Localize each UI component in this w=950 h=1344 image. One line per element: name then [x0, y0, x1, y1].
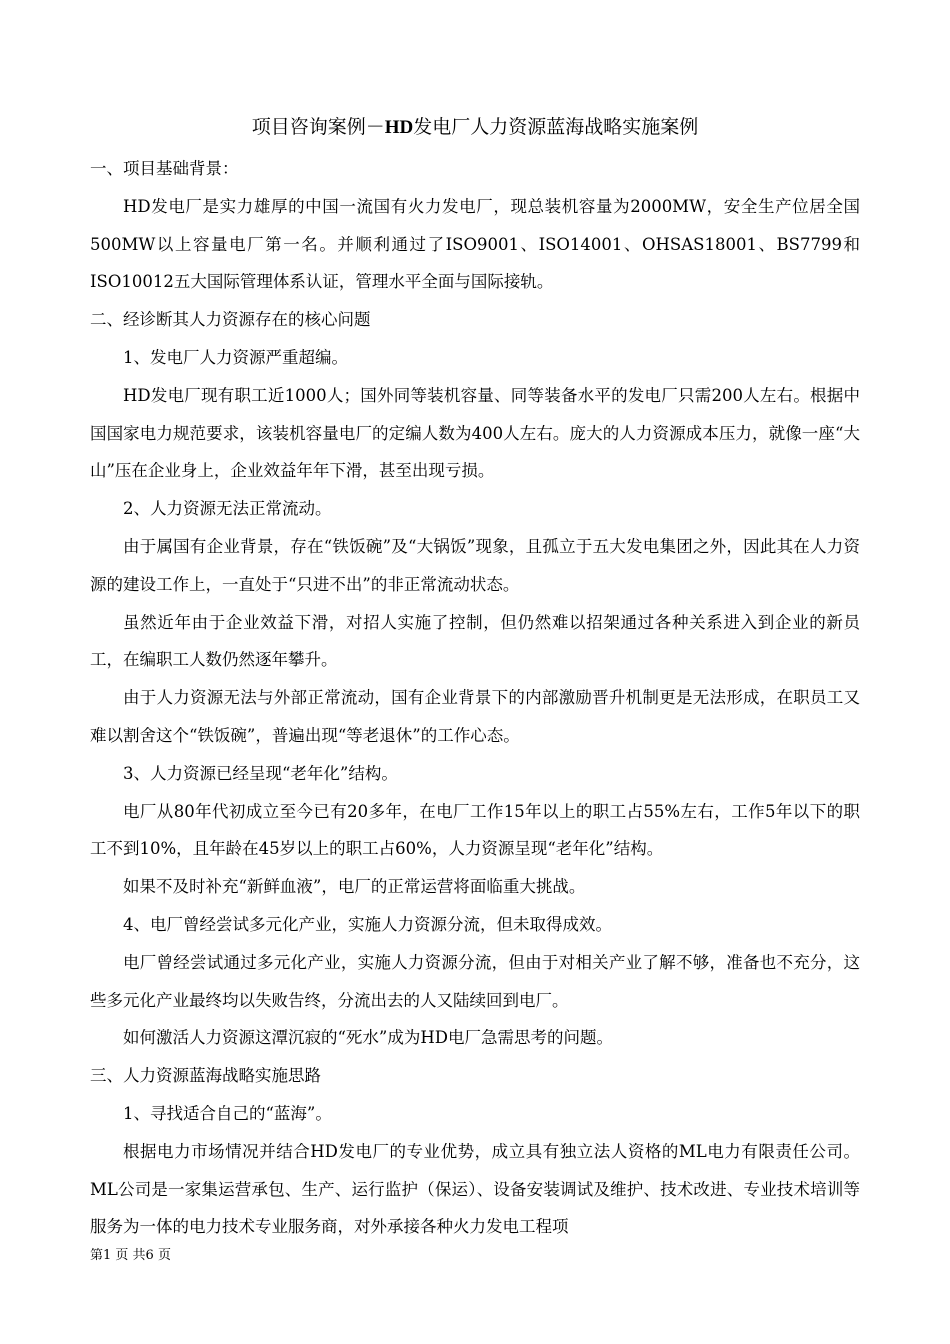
paragraph: 电厂曾经尝试通过多元化产业，实施人力资源分流，但由于对相关产业了解不够，准备也不充分，这些多元化产业最终均以失败告终，分流出去的人又陆续回到电厂。	[90, 952, 860, 1010]
title-suffix: 发电厂人力资源蓝海战略实施案例	[413, 116, 699, 138]
paragraph: 电厂从80年代初成立至今已有20多年，在电厂工作15年以上的职工占55%左右，工作5年以下的职工不到10%，且年龄在45岁以上的职工占60%，人力资源呈现“老年化”结构。	[90, 801, 860, 859]
paragraph: 如果不及时补充“新鲜血液”，电厂的正常运营将面临重大挑战。	[123, 877, 586, 897]
subheading: 1、寻找适合自己的“蓝海”。	[123, 1103, 332, 1123]
paragraph: 根据电力市场情况并结合HD发电厂的专业优势，成立具有独立法人资格的ML电力有限责任公司。ML公司是一家集运营承包、生产、运行监护（保运）、设备安装调试及维护、技术改进、专业技术培训等服务为一体的电力技术专业服务商，对外承接各种火力发电工程项	[90, 1141, 860, 1237]
subheading: 4、电厂曾经尝试多元化产业，实施人力资源分流，但未取得成效。	[123, 914, 612, 934]
section-heading: 二、经诊断其人力资源存在的核心问题	[90, 310, 371, 330]
document-body	[90, 150, 860, 1246]
page-number-footer: 第1 页 共6 页	[90, 1248, 171, 1263]
section-heading: 三、人力资源蓝海战略实施思路	[90, 1066, 321, 1086]
document-title	[90, 110, 860, 145]
paragraph: 虽然近年由于企业效益下滑，对招人实施了控制，但仍然难以招架通过各种关系进入到企业的新员工，在编职工人数仍然逐年攀升。	[90, 612, 860, 670]
title-bold-part: HD	[384, 117, 414, 138]
paragraph: 如何激活人力资源这潭沉寂的“死水”成为HD电厂急需思考的问题。	[123, 1028, 613, 1048]
paragraph: 由于属国有企业背景，存在“铁饭碗”及“大锅饭”现象，且孤立于五大发电集团之外，因此其在人力资源的建设工作上，一直处于“只进不出”的非正常流动状态。	[90, 536, 860, 594]
section-heading: 一、项目基础背景：	[90, 159, 239, 178]
paragraph: 由于人力资源无法与外部正常流动，国有企业背景下的内部激励晋升机制更是无法形成，在职员工又难以割舍这个“铁饭碗”，普遍出现“等老退休”的工作心态。	[90, 688, 860, 745]
paragraph: HD发电厂是实力雄厚的中国一流国有火力发电厂，现总装机容量为2000MW，安全生产位居全国500MW以上容量电厂第一名。并顺利通过了ISO9001、ISO14001、OHSAS18001、BS7799和ISO10012五大国际管理体系认证，管理水平全面与国际接轨。	[90, 196, 860, 292]
title-prefix: 项目咨询案例－	[251, 116, 385, 138]
subheading: 2、人力资源无法正常流动。	[123, 499, 332, 519]
subheading: 3、人力资源已经呈现“老年化”结构。	[123, 763, 398, 783]
paragraph: HD发电厂现有职工近1000人；国外同等装机容量、同等装备水平的发电厂只需200人左右。根据中国国家电力规范要求，该装机容量电厂的定编人数为400人左右。庞大的人力资源成本压力，就像一座“大山”压在企业身上，企业效益年年下滑，甚至出现亏损。	[90, 385, 860, 481]
subheading: 1、发电厂人力资源严重超编。	[123, 347, 348, 367]
